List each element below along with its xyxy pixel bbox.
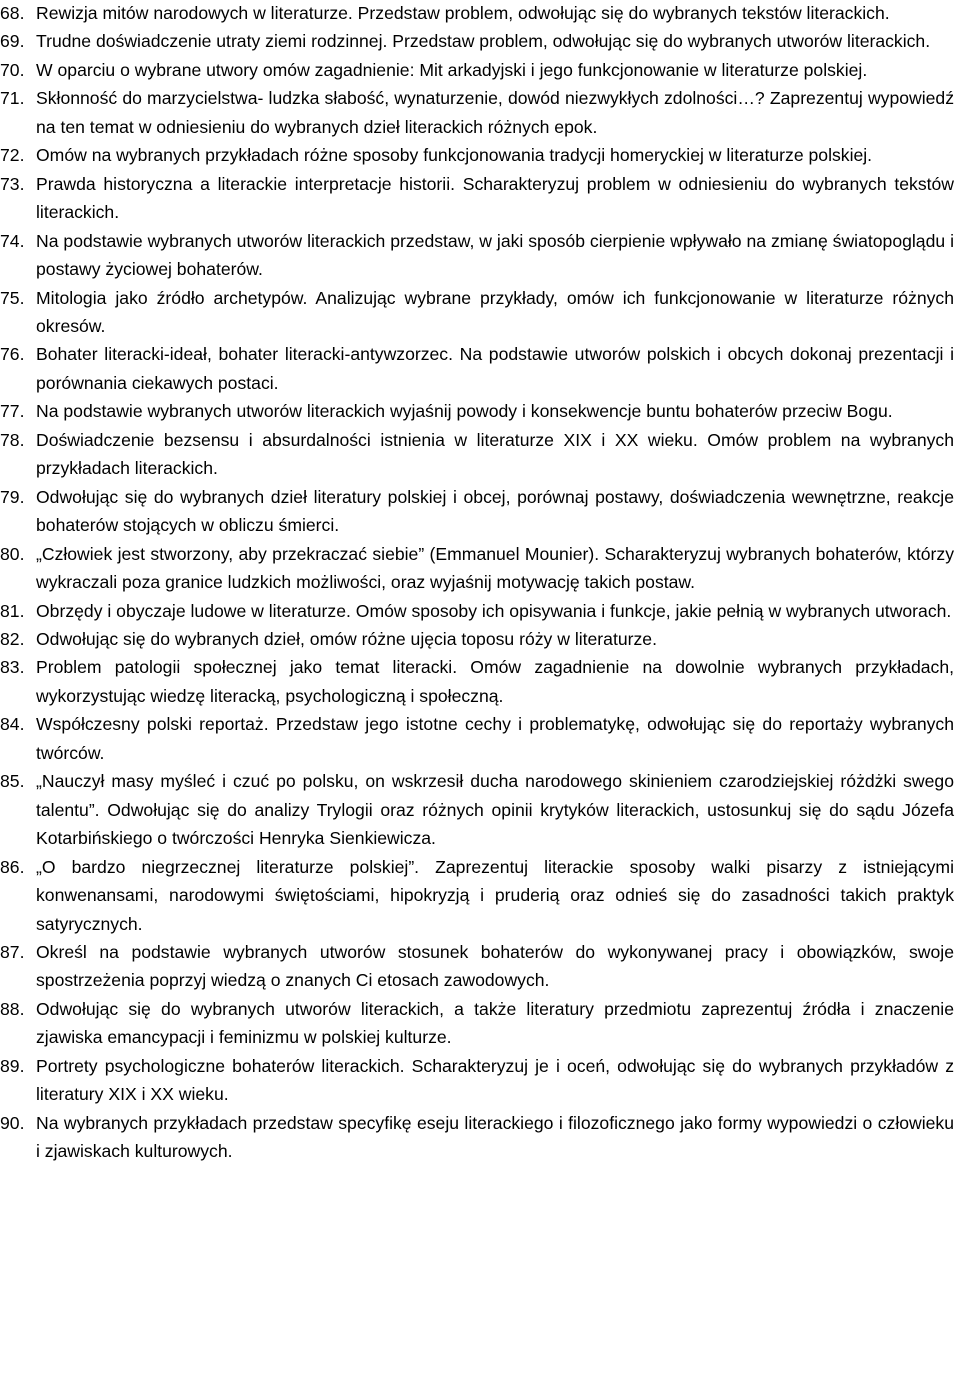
item-number: 72. [0, 145, 25, 166]
item-text: Omów na wybranych przykładach różne sposoby funkcjonowania tradycji homeryckiej w literaturze polskiej. [36, 145, 873, 166]
item-text: „Człowiek jest stworzony, aby przekraczać siebie” (Emmanuel Mounier). Scharakteryzuj wybranych bohaterów, którzy wykraczali poza granice ludzkich możliwości, oraz wyjaśnij motywację takich postaw. [36, 543, 954, 593]
item-text: Problem patologii społecznej jako temat literacki. Omów zagadnienie na dowolnie wybranych przykładach, wykorzystując wiedzę literacką, psychologiczną i społeczną. [36, 657, 954, 706]
item-number: 88. [0, 998, 25, 1019]
list-item [0, 653, 954, 710]
item-text: Odwołując się do wybranych dzieł, omów różne ujęcia toposu róży w literaturze. [36, 628, 657, 649]
item-text: Obrzędy i obyczaje ludowe w literaturze. Omów sposoby ich opisywania i funkcje, jakie pełnią w wybranych utworach. [36, 600, 952, 621]
item-number: 79. [0, 486, 25, 507]
item-text: Bohater literacki-ideał, bohater literacki-antywzorzec. Na podstawie utworów polskich i obcych dokonaj prezentacji i porównania ciekawych postaci. [36, 344, 954, 393]
item-number: 78. [0, 429, 25, 450]
item-number: 80. [0, 543, 25, 564]
item-number: 71. [0, 88, 25, 109]
item-text: Mitologia jako źródło archetypów. Analizując wybrane przykłady, omów ich funkcjonowanie w literaturze różnych okresów. [36, 287, 954, 336]
list-item [0, 340, 954, 397]
list-item [0, 483, 954, 540]
item-number: 86. [0, 856, 25, 877]
list-item [0, 1052, 954, 1109]
item-number: 74. [0, 230, 25, 251]
item-text: Współczesny polski reportaż. Przedstaw jego istotne cechy i problematykę, odwołując się do reportaży wybranych twórców. [36, 714, 954, 763]
list-item [0, 397, 954, 425]
item-number: 87. [0, 941, 25, 962]
list-item [0, 710, 954, 767]
list-item [0, 995, 954, 1052]
list-item [0, 27, 954, 55]
item-number: 68. [0, 3, 25, 23]
list-item [0, 84, 954, 141]
item-text: Odwołując się do wybranych dzieł literatury polskiej i obcej, porównaj postawy, doświadczenia wewnętrzne, reakcje bohaterów stojących w obliczu śmierci. [36, 486, 954, 536]
list-item [0, 284, 954, 341]
item-text: Określ na podstawie wybranych utworów stosunek bohaterów do wykonywanej pracy i obowiązków, swoje spostrzeżenia poprzyj wiedzą o znanych Ci etosach zawodowych. [36, 941, 954, 991]
item-text: Trudne doświadczenie utraty ziemi rodzinnej. Przedstaw problem, odwołując się do wybranych utworów literackich. [36, 31, 931, 52]
item-text: Odwołując się do wybranych utworów literackich, a także literatury przedmiotu zaprezentuj źródła i znaczenie zjawiska emancypacji i feminizmu w polskiej kulturze. [36, 998, 954, 1048]
item-text: Rewizja mitów narodowych w literaturze. Przedstaw problem, odwołując się do wybranych tekstów literackich. [36, 3, 890, 23]
item-number: 85. [0, 771, 25, 792]
item-number: 76. [0, 344, 25, 365]
item-number: 84. [0, 714, 25, 735]
list-item [0, 1109, 954, 1166]
list-item [0, 0, 954, 27]
list-item [0, 625, 954, 653]
item-text: Doświadczenie bezsensu i absurdalności istnienia w literaturze XIX i XX wieku. Omów problem na wybranych przykładach literackich. [36, 429, 954, 479]
list-item [0, 938, 954, 995]
item-text: „O bardzo niegrzecznej literaturze polskiej”. Zaprezentuj literackie sposoby walki pisarzy z istniejącymi konwenansami, narodowymi świętościami, hipokryzją i pruderią oraz odnieś się do zasadności takich praktyk satyrycznych. [36, 856, 954, 934]
item-text: Na podstawie wybranych utworów literackich przedstaw, w jaki sposób cierpienie wpływało na zmianę światopoglądu i postawy życiowej bohaterów. [36, 230, 954, 280]
item-number: 81. [0, 600, 25, 621]
list-item [0, 227, 954, 284]
item-number: 73. [0, 173, 25, 194]
item-text: Portrety psychologiczne bohaterów literackich. Scharakteryzuj je i oceń, odwołując się do wybranych przykładów z literatury XIX i XX wieku. [36, 1055, 954, 1105]
item-text: Na podstawie wybranych utworów literackich wyjaśnij powody i konsekwencje buntu bohaterów przeciw Bogu. [36, 401, 893, 422]
item-number: 90. [0, 1112, 25, 1133]
item-number: 89. [0, 1055, 25, 1076]
list-item [0, 540, 954, 597]
list-item [0, 597, 954, 625]
list-item [0, 426, 954, 483]
list-item [0, 170, 954, 227]
item-number: 77. [0, 401, 25, 422]
item-text: Na wybranych przykładach przedstaw specyfikę eseju literackiego i filozoficznego jako formy wypowiedzi o człowieku i zjawiskach kulturowych. [36, 1112, 954, 1162]
list-item [0, 141, 954, 169]
list-item [0, 767, 954, 852]
item-text: Prawda historyczna a literackie interpretacje historii. Scharakteryzuj problem w odniesieniu do wybranych tekstów literackich. [36, 173, 954, 223]
item-text: Skłonność do marzycielstwa- ludzka słabość, wynaturzenie, dowód niezwykłych zdolności…? Zaprezentuj wypowiedź na ten temat w odniesieniu do wybranych dzieł literackich różnych epok. [36, 88, 954, 137]
item-number: 69. [0, 31, 25, 52]
item-number: 83. [0, 657, 25, 678]
list-item [0, 853, 954, 938]
list-item [0, 56, 954, 84]
item-number: 75. [0, 287, 25, 308]
item-number: 82. [0, 628, 25, 649]
item-text: „Nauczył masy myśleć i czuć po polsku, on wskrzesił ducha narodowego skinieniem czarodziejskiej różdżki swego talentu”. Odwołując się do analizy Trylogii oraz różnych opinii krytyków literackich, ustosunkuj się do sądu Józefa Kotarbińskiego o twórczości Henryka Sienkiewicza. [36, 771, 954, 849]
item-text: W oparciu o wybrane utwory omów zagadnienie: Mit arkadyjski i jego funkcjonowanie w literaturze polskiej. [36, 59, 868, 80]
item-number: 70. [0, 59, 25, 80]
